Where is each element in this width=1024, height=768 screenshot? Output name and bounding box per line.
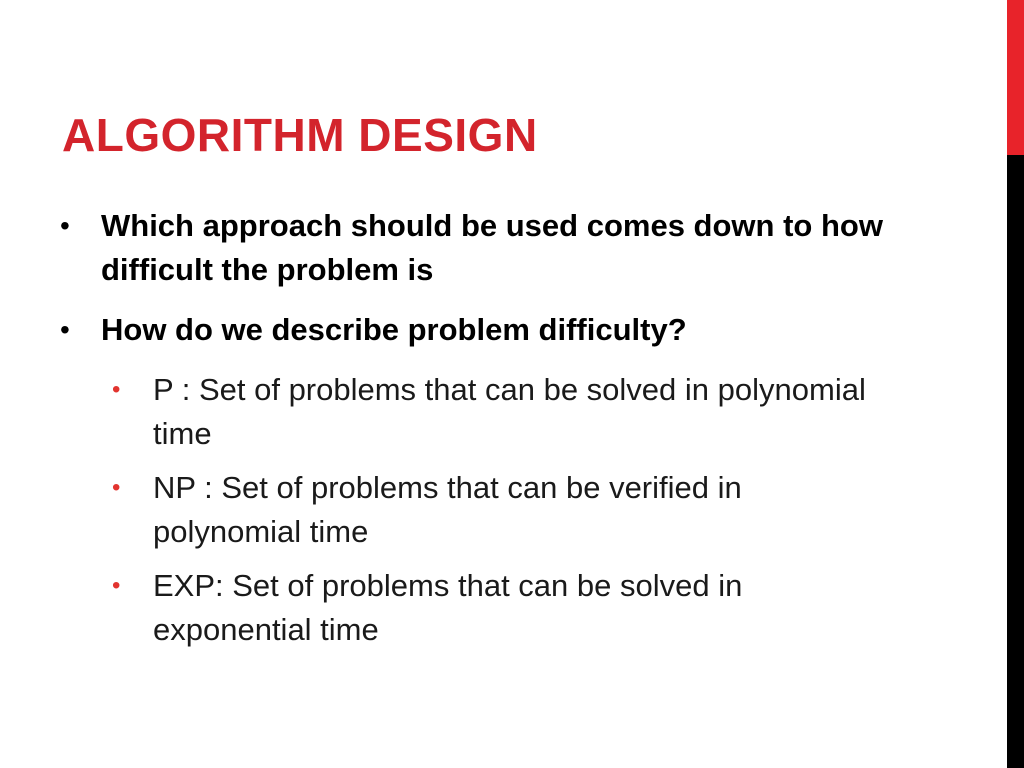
bullet-text: Which approach should be used comes down to how difficult the problem is xyxy=(101,208,883,287)
sub-bullet-item xyxy=(112,564,890,652)
sub-bullet-item xyxy=(112,466,890,554)
accent-bar-red xyxy=(1007,0,1024,155)
sub-bullet-item xyxy=(112,368,890,456)
slide-title: ALGORITHM DESIGN xyxy=(62,109,538,161)
accent-bar-black xyxy=(1007,155,1024,768)
bullet-marker: • xyxy=(60,210,70,241)
bullet-item xyxy=(60,204,890,292)
bullet-marker: • xyxy=(60,314,70,345)
sub-bullet-marker: • xyxy=(112,474,121,501)
sub-bullet-text: NP : Set of problems that can be verified in polynomial time xyxy=(153,470,742,549)
sub-bullet-list xyxy=(60,368,890,652)
bullet-text: How do we describe problem difficulty? xyxy=(101,312,687,347)
bullet-item xyxy=(60,308,890,352)
sub-bullet-marker: • xyxy=(112,572,121,599)
sub-bullet-text: P : Set of problems that can be solved in polynomial time xyxy=(153,372,866,451)
slide-body xyxy=(60,204,890,662)
sub-bullet-marker: • xyxy=(112,376,121,403)
sub-bullet-text: EXP: Set of problems that can be solved in exponential time xyxy=(153,568,743,647)
